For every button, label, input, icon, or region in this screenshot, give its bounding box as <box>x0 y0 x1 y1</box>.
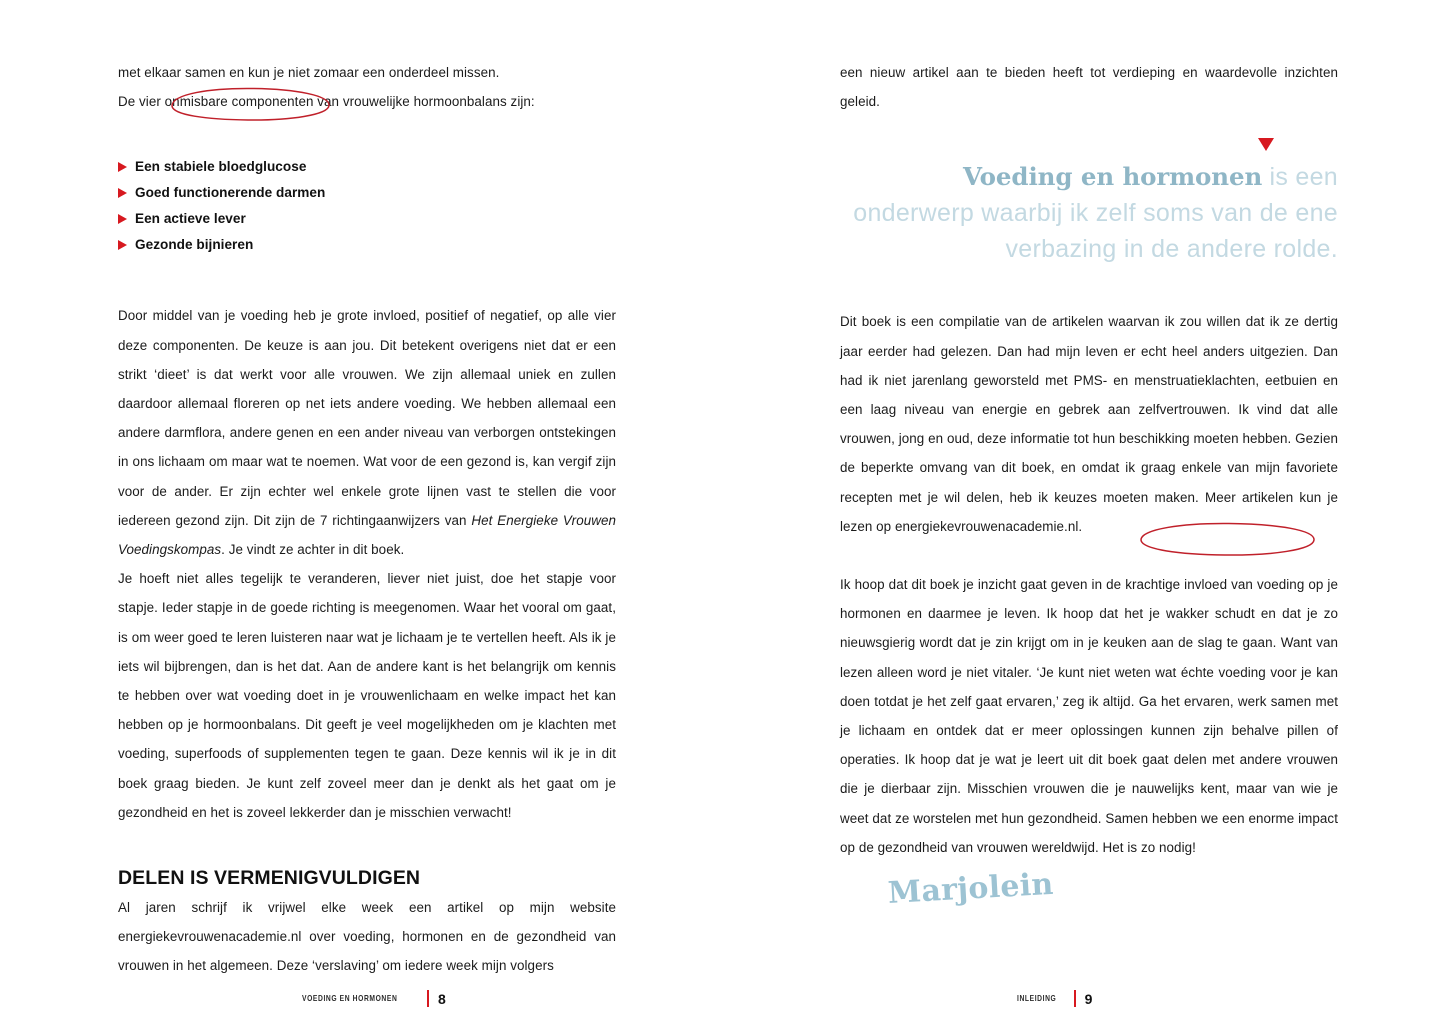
paragraph-1-part-a: Door middel van je voeding heb je grote invloed, positief of negatief, op alle vier deze componenten. De keuze is aan jou. Dit betekent overigens niet dat er een strikt ‘dieet’ is dat werkt voor alle vrouwen. We zijn allemaal uniek en zullen daardoor allemaal floreren op net iets andere voeding. We hebben allemaal een andere darmflora, andere genen en een ander niveau van verborgen ontstekingen in ons lichaam om maar wat te noemen. Wat voor de een gezond is, kan vergif zijn voor de ander. Er zijn echter wel enkele grote lijnen vast te stellen die voor iedereen gezond zijn. Dit zijn de 7 richtingaanwijzers van <box>118 308 616 528</box>
right-paragraph-1 <box>840 307 1338 541</box>
footer-divider <box>427 990 429 1007</box>
right-paragraph-2-text: Ik hoop dat dit boek je inzicht gaat geven in de krachtige invloed van voeding op je hormonen en daarmee je leven. Ik hoop dat het je wakker schudt en dat je zo nieuwsgierig wordt dat je zin krijgt om in je keuken aan de slag te gaan. Want van lezen alleen word je niet vitaler. ‘Je kunt niet weten wat échte voeding voor je kan doen totdat je het zelf gaat ervaren,’ zeg ik altijd. Ga het ervaren, werk samen met je lichaam en ontdek dat er meer oplossingen kunnen zijn behalve pillen of operaties. Ik hoop dat je wat je leert uit dit boek gaat delen met andere vrouwen die je dierbaar zijn. Misschien vrouwen die je nauwelijks kent, maar van wie je weet dat ze worstelen met hun gezondheid. Samen hebben we een enorme impact op de gezondheid van vrouwen wereldwijd. Het is zo nodig! <box>840 577 1338 855</box>
bullet-label: Goed functionerende darmen <box>135 185 326 201</box>
pull-quote-strong: Voeding en hormonen <box>963 162 1263 192</box>
footer-divider <box>1074 990 1076 1007</box>
right-page-column <box>840 58 1338 911</box>
component-bullet-list <box>118 154 616 258</box>
bullet-label: Een stabiele bloedglucose <box>135 159 307 175</box>
right-paragraph-2 <box>840 570 1338 862</box>
left-paragraph-2: Je hoeft niet alles tegelijk te veranderen, liever niet juist, doe het stapje voor stapje. Ieder stapje in de goede richting is meegenomen. Waar het vooral om gaat, is om weer goed te leren luisteren naar wat je lichaam je te vertellen heeft. Als ik je iets wil bijbrengen, dan is het dat. Aan de andere kant is het belangrijk om kennis te hebben over wat voeding doet in je vrouwenlichaam en welke impact het kan hebben op je hormoonbalans. Dit geeft je veel mogelijkheden om je klachten met voeding, superfoods of supplementen tegen te gaan. Deze kennis wil ik je in dit boek graag bieden. Je kunt zelf zoveel meer dan je denkt als het gaat om je gezondheid en het is zoveel lekkerder dan je misschien verwacht! <box>118 571 616 820</box>
list-item <box>118 206 616 232</box>
signature-wrap <box>840 862 1338 911</box>
triangle-down-icon <box>1258 138 1274 151</box>
bullet-label: Gezonde bijnieren <box>135 237 254 253</box>
list-item <box>118 232 616 258</box>
left-paragraph-3: Al jaren schrijf ik vrijwel elke week een artikel op mijn website energiekevrouwenacademie.nl over voeding, hormonen en de gezondheid van vrouwen in het algemeen. Deze ‘verslaving’ om iedere week mijn volgers <box>118 900 616 974</box>
left-paragraph-1 <box>118 301 616 564</box>
right-page-footer <box>1017 990 1092 1007</box>
signature-marjolein: Marjolein <box>887 866 1055 912</box>
pull-quote-light: is een onderwerp waarbij ik zelf soms van de ene verbazing in de andere rolde. <box>853 163 1338 264</box>
paragraph-1-part-b: . Je vindt ze achter in dit boek. <box>221 542 405 558</box>
bullet-label: Een actieve lever <box>135 211 246 227</box>
left-page-column <box>118 58 616 981</box>
left-intro-line-1: met elkaar samen en kun je niet zomaar een onderdeel missen. <box>118 65 500 80</box>
triangle-right-icon <box>118 240 127 250</box>
page-number: 9 <box>1084 990 1093 1007</box>
right-intro-paragraph: een nieuw artikel aan te bieden heeft tot verdieping en waardevolle inzichten geleid. <box>840 65 1338 110</box>
page-number: 8 <box>437 990 446 1007</box>
right-paragraph-1-text: Dit boek is een compilatie van de artikelen waarvan ik zou willen dat ik ze dertig jaar eerder had gelezen. Dan had mijn leven er echt heel anders uitgezien. Dan had ik niet jarenlang geworsteld met PMS- en menstruatieklachten, eetbuien en een laag niveau van energie en gebrek aan zelfvertrouwen. Ik vind dat alle vrouwen, jong en oud, deze informatie tot hun beschikking moeten hebben. Gezien de beperkte omvang van dit boek, en omdat ik graag enkele van mijn favoriete recepten met je wil delen, heb ik keuzes moeten maken. Meer artikelen kun je lezen op energiekevrouwenacademie.nl. <box>840 314 1338 534</box>
left-page-footer <box>302 990 446 1007</box>
triangle-right-icon <box>118 162 127 172</box>
footer-label: INLEIDING <box>1017 994 1057 1003</box>
list-item <box>118 180 616 206</box>
triangle-right-icon <box>118 214 127 224</box>
book-title-italic: Het Energieke Vrouwen Voedingskompas <box>118 512 616 558</box>
footer-label: VOEDING EN HORMONEN <box>302 994 398 1003</box>
left-intro-line-2: De vier onmisbare componenten van vrouwelijke hormoonbalans zijn: <box>118 94 535 110</box>
right-page <box>720 0 1440 1029</box>
pull-quote <box>840 160 1338 269</box>
list-item <box>118 154 616 180</box>
triangle-right-icon <box>118 188 127 198</box>
section-heading: DELEN IS VERMENIGVULDIGEN <box>118 867 421 890</box>
